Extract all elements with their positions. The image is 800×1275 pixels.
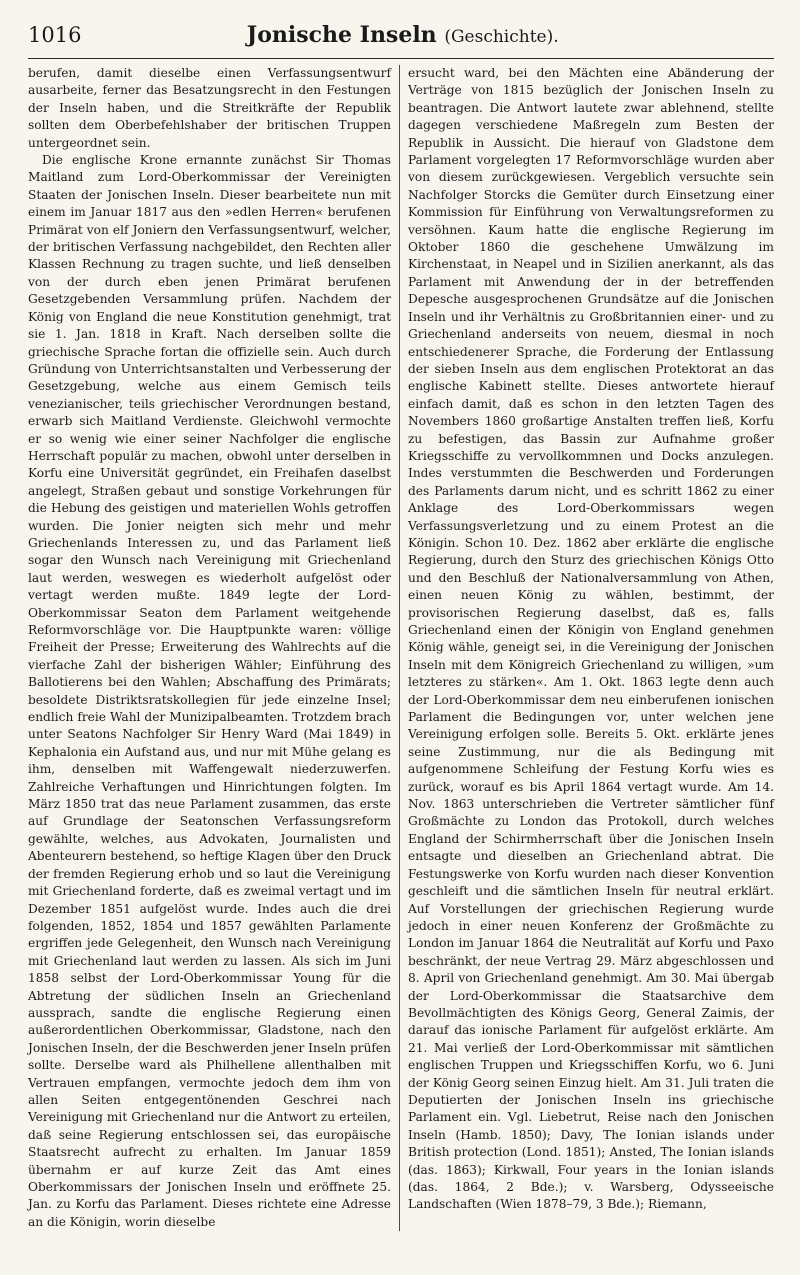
paragraph: ersucht ward, bei den Mächten eine Abänderung der Verträge von 1815 bezüglich der Jonischen Inseln zu beantragen. Die Antwort lautete zwar ablehnend, stellte dagegen verschiedene Maßregeln zum Besten der Republik in Aussicht. Die hierauf von Gladstone dem Parlament vorgelegten 17 Reformvorschläge wurden aber von diesem zurückgewiesen. Vergeblich versuchte sein Nachfolger Storcks die Gemüter durch Einsetzung einer Kommission für Einführung von Verwaltungsreformen zu versöhnen. Kaum hatte die englische Regierung im Oktober 1860 die geschehene Umwälzung im Kirchenstaat, in Neapel und in Sizilien anerkannt, als das Parlament mit Anwendung der in der betreffenden Depesche ausgesprochenen Grundsätze auf die Jonischen Inseln und ihr Verhältnis zu Großbritannien einer- und zu Griechenland anderseits von neuem, diesmal in noch entschiedenerer Sprache, die Forderung der Entlassung der sieben Inseln aus dem englischen Protektorat an das englische Kabinett stellte. Dieses antwortete hierauf einfach damit, daß es schon in den letzten Tagen des Novembers 1860 großartige Anstalten treffen ließ, Korfu zu befestigen, das Bassin zur Aufnahme großer Kriegsschiffe zu vervollkommnen und Docks anzulegen. Indes verstummten die Beschwerden und Forderungen des Parlaments darum nicht, und es schritt 1862 zu einer Anklage des Lord-Oberkommissars wegen Verfassungsverletzung und zu einem Protest an die Königin. Schon 10. Dez. 1862 aber erklärte die englische Regierung, durch den Sturz des griechischen Königs Otto und den Beschluß der Nationalversammlung von Athen, einen neuen König zu wählen, bestimmt, der provisorischen Regierung daselbst, daß es, falls Griechenland einen der Königin von England genehmen König wähle, geneigt sei, in die Vereinigung der Jonischen Inseln mit dem Königreich Griechenland zu willigen, »um letzteres zu stärken«. Am 1. Okt. 1863 legte denn auch der Lord-Oberkommissar dem neu einberufenen ionischen Parlament die Bedingungen vor, unter welchen jene Vereinigung erfolgen solle. Bereits 5. Okt. erklärte jenes seine Zustimmung, nur die als Bedingung mit aufgenommene Schleifung der Festung Korfu wies es zurück, worauf es bis April 1864 vertagt wurde. Am 14. Nov. 1863 unterschrieben die Vertreter sämtlicher fünf Großmächte zu London das Protokoll, durch welches England der Schirmherrschaft über die Jonischen Inseln entsagte und dieselben an Griechenland abtrat. Die Festungswerke von Korfu wurden nach dieser Konvention geschleift und die sämtlichen Inseln für neutral erklärt. Auf Vorstellungen der griechischen Regierung wurde jedoch in einer neuen Konferenz der Großmächte zu London im Januar 1864 die Neutralität auf Korfu und Paxo beschränkt, der neue Vertrag 29. März abgeschlossen und 8. April von Griechenland genehmigt. Am 30. Mai übergab der Lord-Oberkommissar die Staatsarchive dem Bevollmächtigten des Königs Georg, General Zaimis, der darauf das ionische Parlament für aufgelöst erklärte. Am 21. Mai verließ der Lord-Oberkommissar mit sämtlichen englischen Truppen und Kriegsschiffen Korfu, wo 6. Juni der König Georg seinen Einzug hielt. Am 31. Juli traten die Deputierten der Jonischen Inseln ins griechische Parlament ein. Vgl. Liebetrut, Reise nach den Jonischen Inseln (Hamb. 1850); Davy, The Ionian islands under British protection (Lond. 1851); Ansted, The Ionian islands (das. 1863); Kirkwall, Four years in the Ionian islands (das. 1864, 2 Bde.); v. Warsberg, Odysseeische Landschaften (Wien 1878–79, 3 Bde.); Riemann, <box>408 66 774 1212</box>
running-title-main: Jonische Inseln <box>246 22 437 48</box>
paragraph: Die englische Krone ernannte zunächst Sir Thomas Maitland zum Lord-Oberkommissar der Vereinigten Staaten der Jonischen Inseln. Dieser bearbeitete nun mit einem im Januar 1817 aus den »edlen Herren« berufenen Primärat von elf Joniern den Verfassungsentwurf, welcher, der britischen Verfassung nachgebildet, den Rechten aller Klassen Rechnung zu tragen suchte, und ließ denselben von der durch eben jenen Primärat berufenen Gesetzgebenden Versammlung prüfen. Nachdem der König von England die neue Konstitution genehmigt, trat sie 1. Jan. 1818 in Kraft. Nach derselben sollte die griechische Sprache fortan die offizielle sein. Auch durch Gründung von Unterrichtsanstalten und Verbesserung der Gesetzgebung, welche aus einem Gemisch teils venezianischer, teils griechischer Verordnungen bestand, erwarb sich Maitland Verdienste. Gleichwohl vermochte er so wenig wie einer seiner Nachfolger die englische Herrschaft populär zu machen, obwohl unter derselben in Korfu eine Universität gegründet, ein Freihafen daselbst angelegt, Straßen gebaut und sonstige Vorkehrungen für die Hebung des geistigen und materiellen Wohls getroffen wurden. Die Jonier neigten sich mehr und mehr Griechenlands Interessen zu, und das Parlament ließ sogar den Wunsch nach Vereinigung mit Griechenland laut werden, weswegen es wiederholt aufgelöst oder vertagt werden mußte. 1849 legte der Lord-Oberkommissar Seaton dem Parlament weitgehende Reformvorschläge vor. Die Hauptpunkte waren: völlige Freiheit der Presse; Erweiterung des Wahlrechts auf die vierfache Zahl der bisherigen Wähler; Einführung des Ballotierens bei den Wahlen; Abschaffung des Primärats; besoldete Distriktsratskollegien für jede einzelne Insel; endlich freie Wahl der Munizipalbeamten. Trotzdem brach unter Seatons Nachfolger Sir Henry Ward (Mai 1849) in Kephalonia ein Aufstand aus, und nur mit Mühe gelang es ihm, denselben mit Waffengewalt niederzuwerfen. Zahlreiche Verhaftungen und Hinrichtungen folgten. Im März 1850 trat das neue Parlament zusammen, das erste auf Grundlage der Seatonschen Verfassungsreform gewählte, welches, aus Advokaten, Journalisten und Abenteurern bestehend, so heftige Klagen über den Druck der fremden Regierung erhob und so laut die Vereinigung mit Griechenland forderte, daß es zweimal vertagt und im Dezember 1851 aufgelöst wurde. Indes auch die drei folgenden, 1852, 1854 und 1857 gewählten Parlamente ergriffen jede Gelegenheit, den Wunsch nach Vereinigung mit Griechenland laut werden zu lassen. Als sich im Juni 1858 selbst der Lord-Oberkommissar Young für die Abtretung der südlichen Inseln an Griechenland aussprach, sandte die englische Regierung einen außerordentlichen Oberkommissar, Gladstone, nach den Jonischen Inseln, der die Beschwerden jener Inseln prüfen sollte. Derselbe ward als Philhellene allenthalben mit Vertrauen empfangen, vermochte jedoch dem ihm von allen Seiten entgegentönenden Geschrei nach Vereinigung mit Griechenland nur die Antwort zu erteilen, daß seine Regierung entschlossen sei, das europäische Staatsrecht aufrecht zu erhalten. Im Januar 1859 übernahm er auf kurze Zeit das Amt eines Oberkommissars der Jonischen Inseln und eröffnete 25. Jan. zu Korfu das Parlament. Dieses richtete eine Adresse an die Königin, worin dieselbe <box>28 153 391 1229</box>
page-header <box>28 22 774 59</box>
running-title <box>81 22 724 48</box>
running-title-sub: (Geschichte). <box>444 27 559 47</box>
left-column <box>28 65 399 1231</box>
paragraph: berufen, damit dieselbe einen Verfassungsentwurf ausarbeite, ferner das Besatzungsrecht in den Festungen der Inseln haben, und die Streitkräfte der Republik sollten dem Oberbefehlshaber der britischen Truppen untergeordnet sein. <box>28 66 391 150</box>
text-columns <box>28 65 774 1231</box>
right-column <box>399 65 774 1231</box>
page-number: 1016 <box>28 23 82 47</box>
